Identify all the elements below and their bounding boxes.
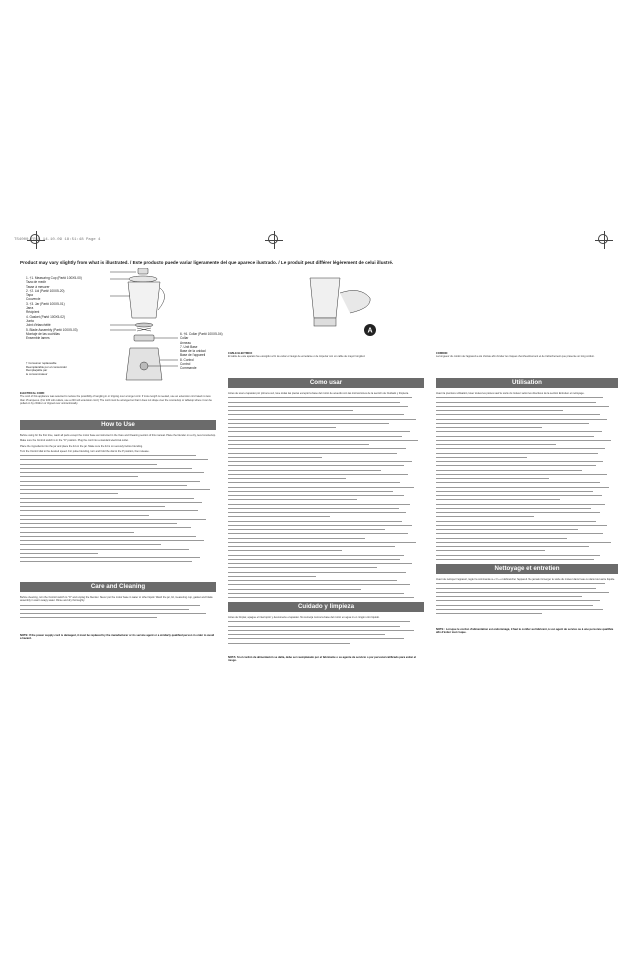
parts-list-left: 1. †1. Measuring Cup (Part# 100X5-00) Taza de medir Tasse à mesurer 2. †2. Lid (Part# 100X5-20) Tapa Couvercle 3. †3. Jar (Part# 100X5-01) Jarra Récipient 4. Gasket (Part# 100X5-02) Junta Joint d'étanchéité 5. Blade Assembly (Part# 100X5-03) Montaje de las cuchillas Ensemble lames — [26, 276, 82, 341]
parts-list-right: 6. †6. Collar (Part# 100X5-04) Collar Anneau 7. Unit Base Base de la unidad Base de l'appareil 8. Control Control Commande — [180, 332, 223, 371]
blade-assembly-part — [137, 328, 151, 331]
fr-care-banner: Nettoyage et entretien — [436, 564, 618, 574]
lid-part — [129, 276, 157, 282]
jar-assembly-illustration — [300, 268, 390, 343]
en-care-banner: Care and Cleaning — [20, 582, 216, 592]
fr-electrical-section: CORDON La longueur du cordon de l'appareil a été choisie afin d'éviter les risques d'enchevêtrement et de trébuchement que présente un long cordon. — [436, 352, 595, 359]
collar-part — [134, 335, 154, 341]
fr-care-note: NOTE : Lorsque le cordon d'alimentation est endommagé, il faut le confier au fabricant, à son agent de service ou à une personne qualifiée afin d'éviter tout risque. — [436, 628, 614, 635]
es-care-note: NOTA: Si el cordón de alimentación se daña, debe ser reemplazado por el fabricante o su agente de servicio o por personal calificado para evitar el riesgo. — [228, 656, 416, 663]
en-care-note: NOTE: If the power supply cord is damaged, it must be replaced by the manufacturer or its service agent or a similarly qualified person in order to avoid a hazard. — [20, 634, 215, 641]
en-how-to-use-banner: How to Use — [20, 420, 216, 430]
es-how-to-use-text: Antes de usar el aparato por primera vez, lave todas las piezas excepto la base del motor de acuerdo con las instrucciones de la sección de Cuidado y limpieza. — [228, 392, 424, 600]
es-care-banner: Cuidado y limpieza — [228, 602, 424, 612]
es-electrical-section: CABLE ELÉCTRICO El cable de este aparato fue escogido a fin de evitar el riesgo de enredarse o de tropezar con un cable de mayor longitud. — [228, 352, 366, 359]
callout-a-label: A — [367, 327, 373, 335]
crop-mark-icon — [268, 234, 278, 244]
crop-mark-icon — [30, 234, 40, 244]
fr-care-text: Avant de nettoyer l'appareil, régler la commande à « O » et débrancher l'appareil. Ne jamais immerger le socle du moteur dans l'eau ou dans tout autre liquide. — [436, 578, 618, 626]
jar-part — [128, 282, 160, 318]
es-how-to-use-banner: Como usar — [228, 378, 424, 388]
en-how-to-use-text: Before using for the first time, wash all parts except the motor base as instructed in the Care and Cleaning section of this manual. Place the blender on a dry, level countertop. Make sure the Control switch is in the "O" position. Plug the cord into a standard electrical outlet. Place the ingredients into the jar and place the lid on the jar. Make sure the lid is on securely before blending. Turn the Control dial to the desired speed. For pulse blending, turn and hold the dial to the P position, then release. — [20, 434, 216, 580]
en-electrical-section: ELECTRICAL CORD The cord of this appliance was selected to reduce the possibility of tangling in or tripping over a longer cord. If more length is needed, use an extension cord rated no less than 15 amperes. (For 220 volt outlets, use a 220 volt extension cord.) The cord must be arranged so that it does not drape over the countertop or tabletop where it can be pulled on by children or tripped over unintentionally. — [20, 392, 212, 405]
parts-replaceable-note: † Consumer replaceable Reemplazable por el consumidor Remplaçable par le consommateur — [26, 361, 67, 376]
es-care-text: Antes de limpiar, apague el interruptor y desconecte el aparato. No sumerja nunca la base del motor en agua ni en ningún otro líquido. — [228, 616, 424, 654]
gasket-part — [135, 323, 153, 327]
control-dial-part — [140, 362, 148, 370]
product-note: Product may vary slightly from what is illustrated. / Este producto puede variar ligeramente del que aparece ilustrado. / Le produit peut différer légèrement de celui illustré. — [20, 260, 394, 265]
print-slug: TS4000-FR15 14.10.09 18:51:48 Page 4 — [14, 238, 101, 242]
measuring-cup-part — [138, 268, 148, 274]
en-care-text: Before cleaning, turn the Control switch to "O" and unplug the blender. Never put the motor base in water or other liquid. Wash the jar, lid, measuring cup, gasket and blade assembly in warm soapy water. Rinse and dry thoroughly. — [20, 596, 216, 632]
fr-how-to-use-banner: Utilisation — [436, 378, 618, 388]
crop-mark-icon — [598, 234, 608, 244]
fr-how-to-use-text: Avant la première utilisation, laver toutes les pièces sauf le socle du moteur selon les directives de la section Entretien et nettoyage. — [436, 392, 618, 562]
